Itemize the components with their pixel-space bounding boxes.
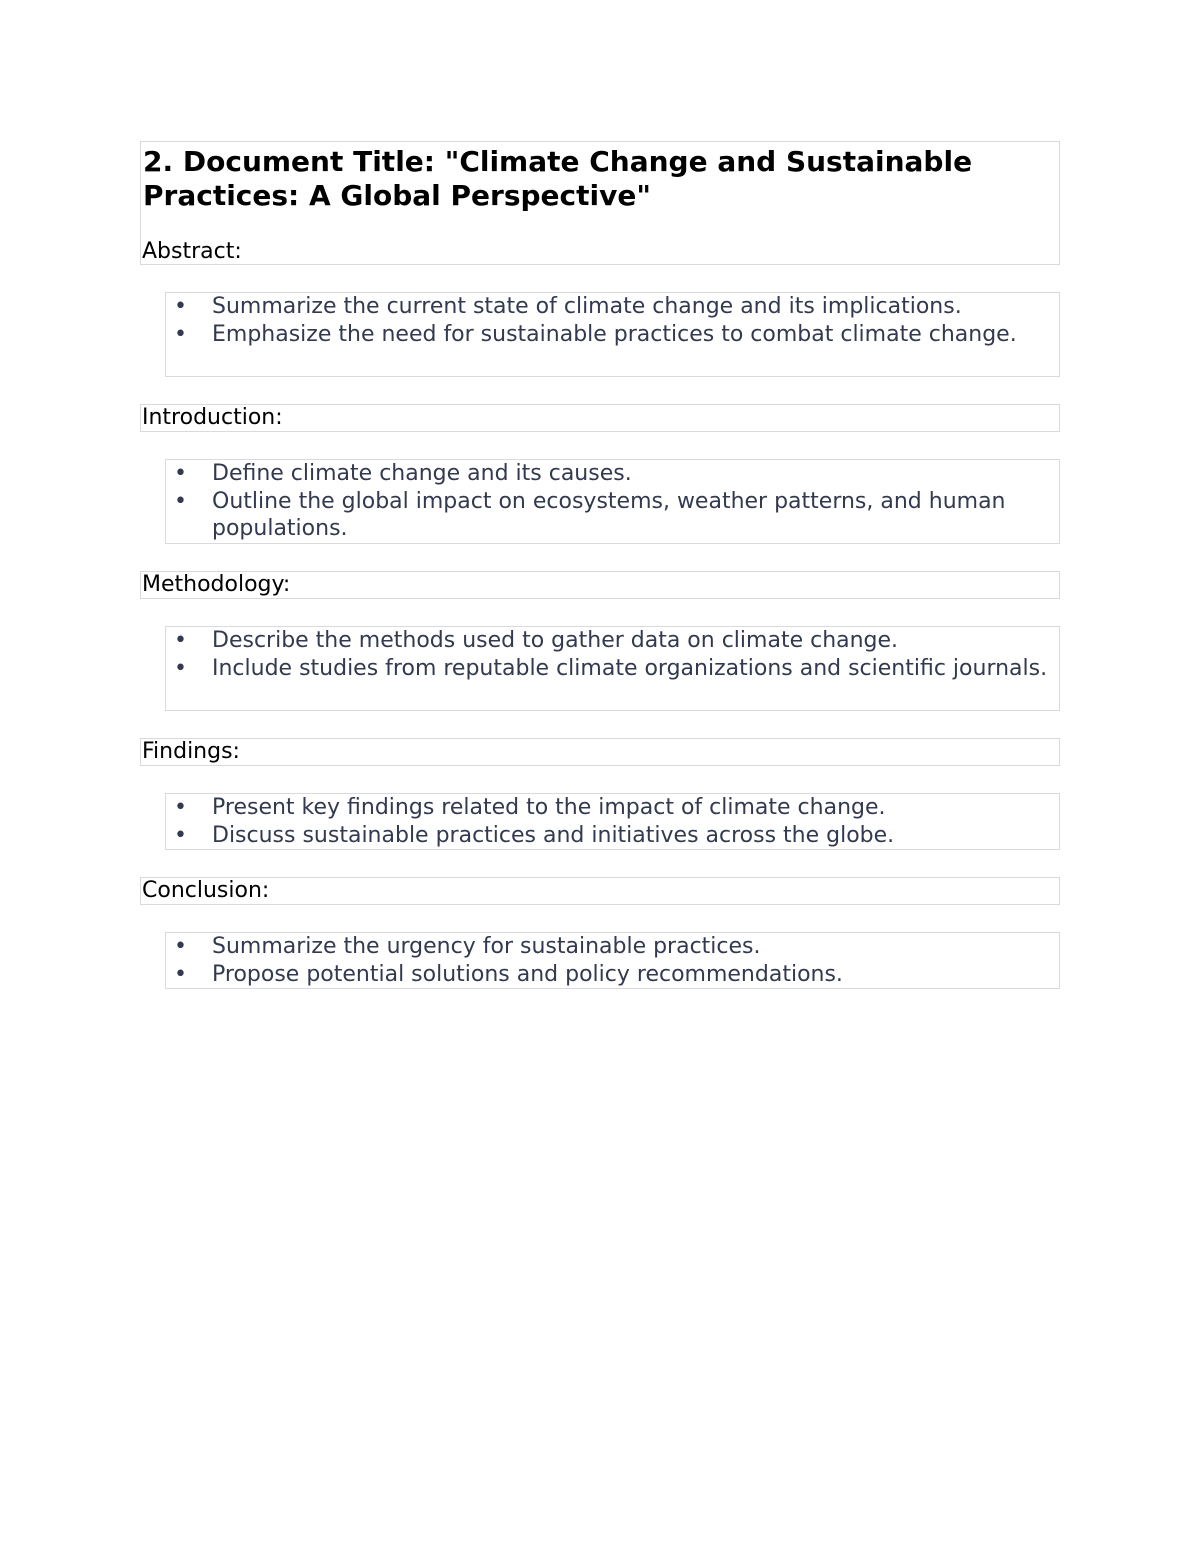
list-item: • Define climate change and its causes. xyxy=(174,461,632,486)
list-item: • Include studies from reputable climate organizations and scientific journals. xyxy=(174,655,1048,681)
list-item: • Outline the global impact on ecosystems, weather patterns, and human populations. xyxy=(174,488,1006,541)
bullet-icon: • xyxy=(174,822,187,848)
findings-heading-box xyxy=(140,738,1060,766)
list-item: • Discuss sustainable practices and initiatives across the globe. xyxy=(174,822,895,848)
abstract-list xyxy=(165,292,1060,377)
document-title: 2. Document Title: "Climate Change and Sustainable Practices: A Global Perspective" xyxy=(143,145,973,212)
list-item: • Emphasize the need for sustainable practices to combat climate change. xyxy=(174,321,1017,347)
methodology-list xyxy=(165,626,1060,711)
list-item: • Propose potential solutions and policy recommendations. xyxy=(174,961,843,987)
title-block xyxy=(140,141,1060,265)
section-heading-findings: Findings: xyxy=(142,739,240,764)
introduction-heading-box xyxy=(140,404,1060,432)
bullet-icon: • xyxy=(174,655,187,681)
findings-list xyxy=(165,793,1060,850)
methodology-heading-box xyxy=(140,571,1060,599)
bullet-icon: • xyxy=(174,934,187,959)
bullet-icon: • xyxy=(174,961,187,987)
bullet-icon: • xyxy=(174,628,187,653)
section-heading-methodology: Methodology: xyxy=(142,572,291,597)
bullet-icon: • xyxy=(174,795,187,820)
section-heading-conclusion: Conclusion: xyxy=(142,878,270,903)
bullet-icon: • xyxy=(174,461,187,486)
section-heading-introduction: Introduction: xyxy=(142,405,283,430)
list-item: • Summarize the urgency for sustainable practices. xyxy=(174,934,761,959)
introduction-list xyxy=(165,459,1060,544)
conclusion-list xyxy=(165,932,1060,989)
conclusion-heading-box xyxy=(140,877,1060,905)
section-heading-abstract: Abstract: xyxy=(142,239,242,264)
list-item: • Present key findings related to the impact of climate change. xyxy=(174,795,886,820)
bullet-icon: • xyxy=(174,488,187,514)
bullet-icon: • xyxy=(174,294,187,319)
bullet-icon: • xyxy=(174,321,187,347)
list-item: • Summarize the current state of climate change and its implications. xyxy=(174,294,962,319)
list-item: • Describe the methods used to gather data on climate change. xyxy=(174,628,899,653)
